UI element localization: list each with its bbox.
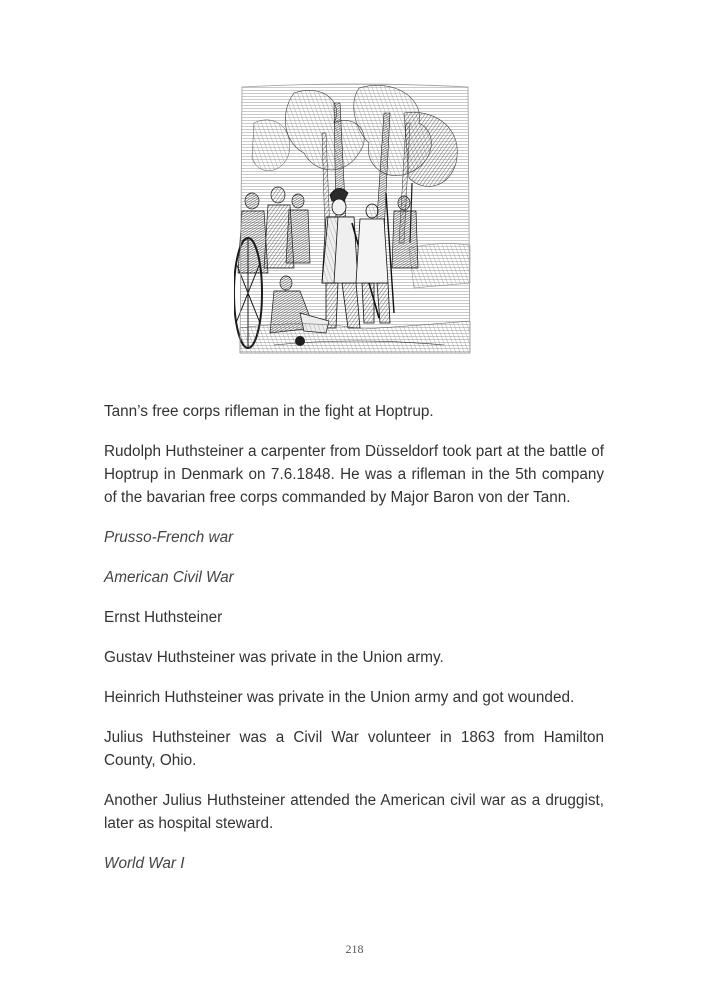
illustration-caption: Tann’s free corps rifleman in the fight at Hoptrup. <box>104 403 434 420</box>
paragraph-rudolph-huthsteiner: Rudolph Huthsteiner a carpenter from Düsseldorf took part at the battle of Hoptrup in Denmark on 7.6.1848. He was a rifleman in the 5th company of the bavarian free corps commanded by Major Baron von der Tann. <box>104 443 604 506</box>
paragraph-gustav-huthsteiner: Gustav Huthsteiner was private in the Union army. <box>104 649 444 666</box>
body-text <box>104 400 604 875</box>
page-number: 218 <box>345 942 364 956</box>
paragraph-another-julius-huthsteiner: Another Julius Huthsteiner attended the American civil war as a druggist, later as hospital steward. <box>104 792 604 832</box>
section-heading-prusso-french-war: Prusso-French war <box>104 529 234 546</box>
section-heading-american-civil-war: American Civil War <box>104 569 234 586</box>
riflemen-engraving-image <box>234 83 474 355</box>
paragraph-ernst-huthsteiner: Ernst Huthsteiner <box>104 609 223 626</box>
engraving-illustration <box>234 83 474 355</box>
paragraph-heinrich-huthsteiner: Heinrich Huthsteiner was private in the Union army and got wounded. <box>104 689 575 706</box>
paragraph-julius-huthsteiner: Julius Huthsteiner was a Civil War volunteer in 1863 from Hamilton County, Ohio. <box>104 729 604 769</box>
section-heading-world-war-i: World War I <box>104 855 185 872</box>
